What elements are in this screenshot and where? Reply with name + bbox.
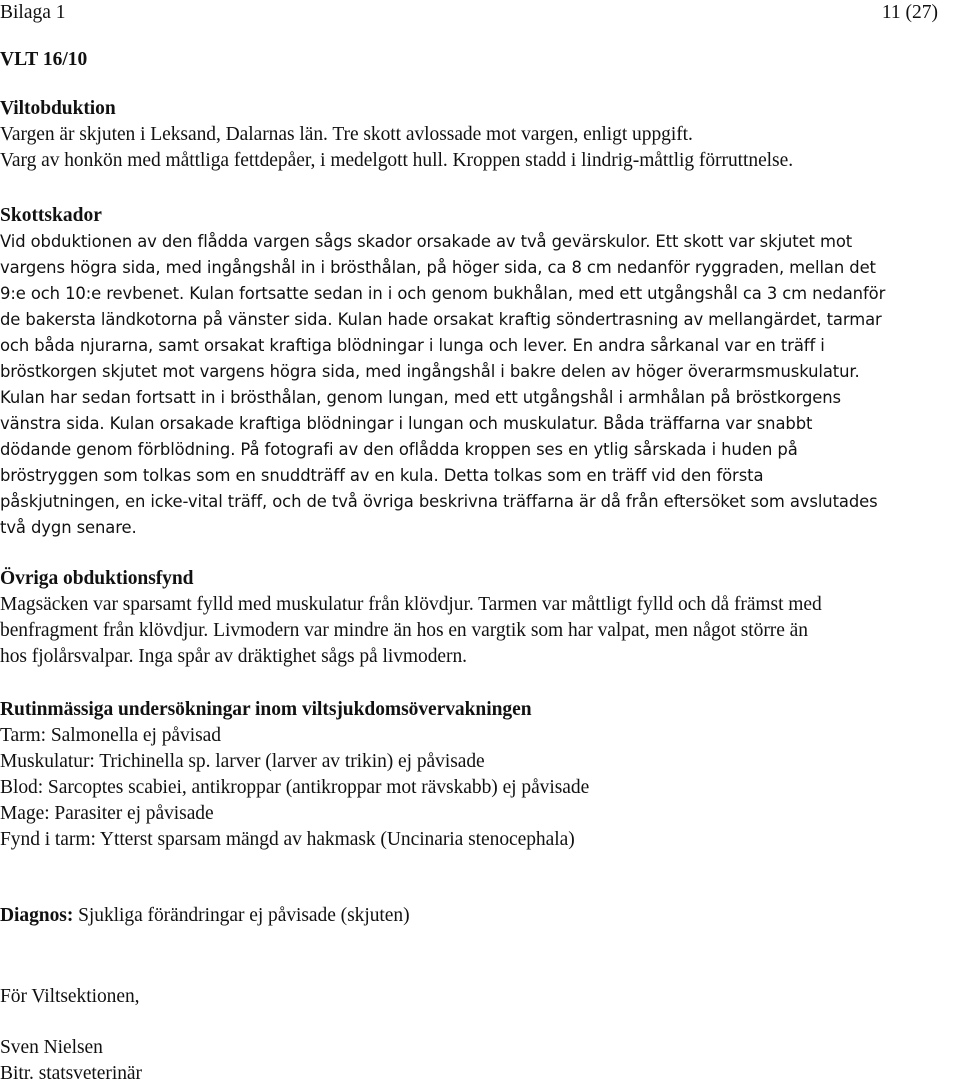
text-line: vargens högra sida, med ingångshål in i brösthålan, på höger sida, ca 8 cm nedanför ryggraden, mellan det xyxy=(0,258,876,277)
text-line: bröstryggen som tolkas som en snuddträff av en kula. Detta tolkas som en träff vid den första xyxy=(0,466,764,485)
text-line: hos fjolårsvalpar. Inga spår av dräktighet sågs på livmodern. xyxy=(0,646,467,667)
diagnosis-line xyxy=(0,903,955,929)
section-viltobduktion xyxy=(0,96,955,174)
section-rutinmassiga-undersokningar xyxy=(0,697,955,853)
text-line: de bakersta ländkotorna på vänster sida. Kulan hade orsakat kraftig söndertrasning av mellangärdet, tarmar xyxy=(0,310,882,329)
text-line: bröstkorgen skjutet mot vargens högra sida, med ingångshål i bakre delen av höger överarmsmuskulatur. xyxy=(0,362,860,381)
text-line: och båda njurarna, samt orsakat kraftiga blödningar i lunga och lever. En andra sårkanal var en träff i xyxy=(0,336,825,355)
section-ovriga-obduktionsfynd xyxy=(0,566,955,670)
text-line: Kulan har sedan fortsatt in i brösthålan, genom lungan, med ett utgångshål i armhålan på bröstkorgens xyxy=(0,388,841,407)
finding-line: Fynd i tarm: Ytterst sparsam mängd av hakmask (Uncinaria stenocephala) xyxy=(0,829,575,850)
finding-line: Mage: Parasiter ej påvisade xyxy=(0,803,214,824)
diagnosis xyxy=(0,903,955,929)
text-line: vänstra sida. Kulan orsakade kraftiga blödningar i lungan och muskulatur. Båda träffarna var snabbt xyxy=(0,414,813,433)
page-number: 11 (27) xyxy=(881,2,938,23)
finding-line: Muskulatur: Trichinella sp. larver (larver av trikin) ej påvisade xyxy=(0,751,485,772)
section-heading: Övriga obduktionsfynd xyxy=(0,568,194,589)
section-heading: Skottskador xyxy=(0,205,102,226)
signature-block xyxy=(0,1035,955,1087)
finding-line: Blod: Sarcoptes scabiei, antikroppar (antikroppar mot rävskabb) ej påvisade xyxy=(0,777,590,798)
text-line: Varg av honkön med måttliga fettdepåer, i medelgott hull. Kroppen stadd i lindrig-måttlig förruttnelse. xyxy=(0,150,794,171)
diagnosis-label: Diagnos: xyxy=(0,905,74,926)
attachment-label: Bilaga 1 xyxy=(0,2,66,23)
page-header xyxy=(0,0,960,26)
diagnosis-text: Sjukliga förändringar ej påvisade (skjuten) xyxy=(73,905,410,926)
text-line: påskjutningen, en icke-vital träff, och de två övriga beskrivna träffarna är då från eftersöket som avslutades xyxy=(0,492,878,511)
signature-title: Bitr. statsveterinär xyxy=(0,1063,142,1084)
text-line: Magsäcken var sparsamt fylld med muskulatur från klövdjur. Tarmen var måttligt fylld och då främst med xyxy=(0,594,822,615)
signature-for-text: För Viltsektionen, xyxy=(0,986,140,1007)
signature-for xyxy=(0,984,955,1010)
case-id: VLT 16/10 xyxy=(0,49,88,70)
section-heading: Rutinmässiga undersökningar inom viltsjukdomsövervakningen xyxy=(0,699,532,720)
text-line: benfragment från klövdjur. Livmodern var mindre än hos en vargtik som har valpat, men något större än xyxy=(0,620,808,641)
finding-line: Tarm: Salmonella ej påvisad xyxy=(0,725,221,746)
text-line: två dygn senare. xyxy=(0,518,137,537)
signature-name: Sven Nielsen xyxy=(0,1037,103,1058)
section-heading: Viltobduktion xyxy=(0,98,116,119)
text-line: 9:e och 10:e revbenet. Kulan fortsatte sedan in i och genom bukhålan, med ett utgångshål ca 3 cm nedanför xyxy=(0,284,886,303)
text-line: dödande genom förblödning. På fotografi av den oflådda kroppen ses en ytlig sårskada i huden på xyxy=(0,440,798,459)
text-line: Vargen är skjuten i Leksand, Dalarnas län. Tre skott avlossade mot vargen, enligt uppgift. xyxy=(0,124,693,145)
section-skottskador xyxy=(0,203,955,541)
text-line: Vid obduktionen av den flådda vargen sågs skador orsakade av två gevärskulor. Ett skott var skjutet mot xyxy=(0,232,853,251)
